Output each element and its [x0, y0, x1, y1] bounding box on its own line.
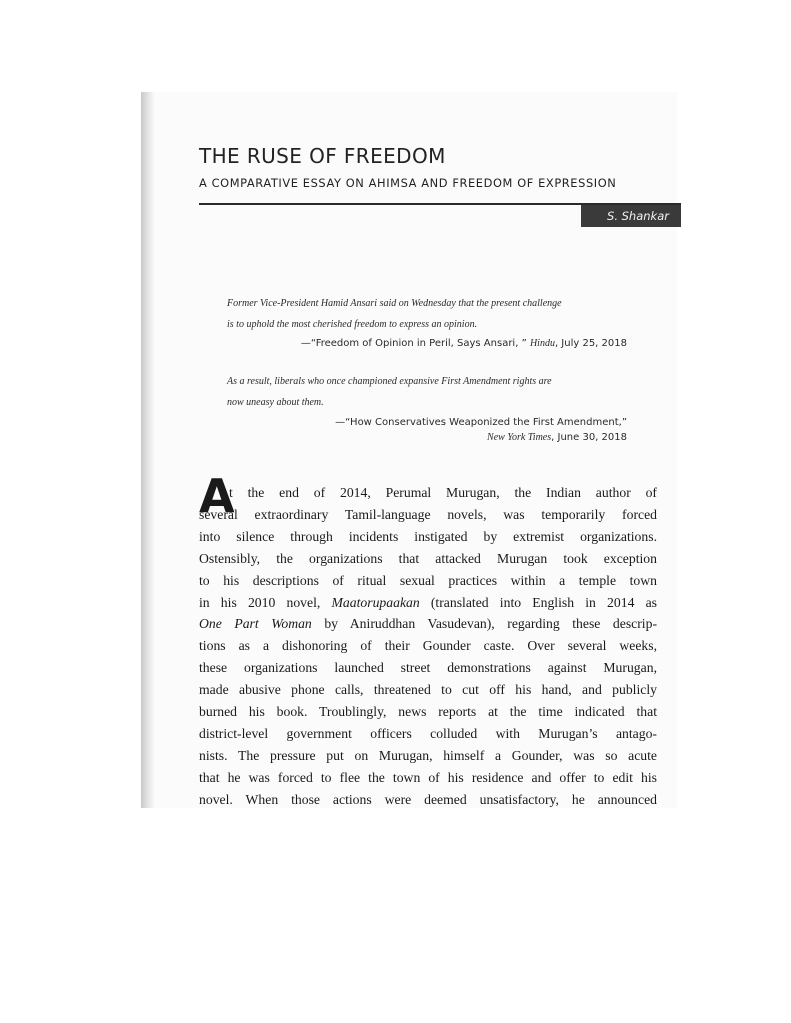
body-line-14: that he was forced to flee the town of his residence and offer to edit his [199, 769, 657, 785]
body-line-13: nists. The pressure put on Murugan, himself a Gounder, was so acute [199, 747, 657, 763]
attribution-2-title: —“How Conservatives Weaponized the First Amendment,” [335, 417, 627, 428]
epigraph-2-line-2: now uneasy about them. [227, 397, 324, 408]
novel-title-english: One Part Woman [199, 616, 312, 632]
body-line-1: t the end of 2014, Perumal Murugan, the Indian author of [229, 485, 657, 500]
body-line-6 [199, 592, 657, 614]
attribution-2-source: New York Times [487, 432, 552, 443]
body-paragraph [199, 482, 657, 811]
body-line-8: tions as a dishonoring of their Gounder caste. Over several weeks, [199, 638, 657, 654]
author-byline [581, 205, 681, 227]
body-line-6-start: in his 2010 novel, [199, 594, 321, 610]
body-line-7-end: by Aniruddhan Vasudevan), regarding these descrip- [311, 616, 657, 632]
body-line-7 [199, 613, 657, 635]
body-line-5: to his descriptions of ritual sexual practices within a temple town [199, 572, 657, 588]
page-bottom-edge [141, 808, 677, 824]
epigraph-attribution-2 [335, 415, 627, 445]
drop-cap: A [199, 469, 235, 523]
epigraph-2-line-1: As a result, liberals who once championed expansive First Amendment rights are [227, 376, 552, 387]
article-subtitle: A COMPARATIVE ESSAY ON AHIMSA AND FREEDOM OF EXPRESSION [199, 176, 617, 190]
body-line-10: made abusive phone calls, threatened to cut off his hand, and publicly [199, 682, 657, 698]
epigraph-quote-1 [227, 293, 562, 335]
body-line-9: these organizations launched street demonstrations against Murugan, [199, 660, 657, 676]
epigraph-attribution-1 [301, 336, 627, 351]
novel-title-tamil: Maatorupaakan [331, 594, 420, 610]
body-line-15: novel. When those actions were deemed unsatisfactory, he announced [199, 791, 657, 807]
page-binding-shadow [141, 92, 155, 808]
epigraph-1-line-1: Former Vice-President Hamid Ansari said on Wednesday that the present challenge [227, 298, 562, 309]
body-line-12: district-level government officers colluded with Murugan’s antago- [199, 725, 657, 741]
body-line-11: burned his book. Troublingly, news reports at the time indicated that [199, 704, 657, 720]
body-line-2: several extraordinary Tamil-language novels, was temporarily forced [199, 506, 657, 522]
article-title: THE RUSE OF FREEDOM [199, 144, 446, 168]
attribution-2-source-line [335, 430, 627, 445]
body-line-3: into silence through incidents instigated by extremist organizations. [199, 528, 657, 544]
attribution-2-date: , June 30, 2018 [551, 432, 627, 443]
body-line-6-end: (translated into English in 2014 as [419, 594, 658, 610]
attribution-1-title: —“Freedom of Opinion in Peril, Says Ansari, ” [300, 338, 527, 349]
attribution-1-source: Hindu [529, 338, 555, 349]
epigraph-quote-2 [227, 371, 552, 413]
attribution-1-date: , July 25, 2018 [554, 338, 627, 349]
author-name: S. Shankar [607, 209, 669, 223]
body-line-4: Ostensibly, the organizations that attacked Murugan took exception [199, 550, 657, 566]
epigraph-1-line-2: is to uphold the most cherished freedom to express an opinion. [227, 319, 478, 330]
